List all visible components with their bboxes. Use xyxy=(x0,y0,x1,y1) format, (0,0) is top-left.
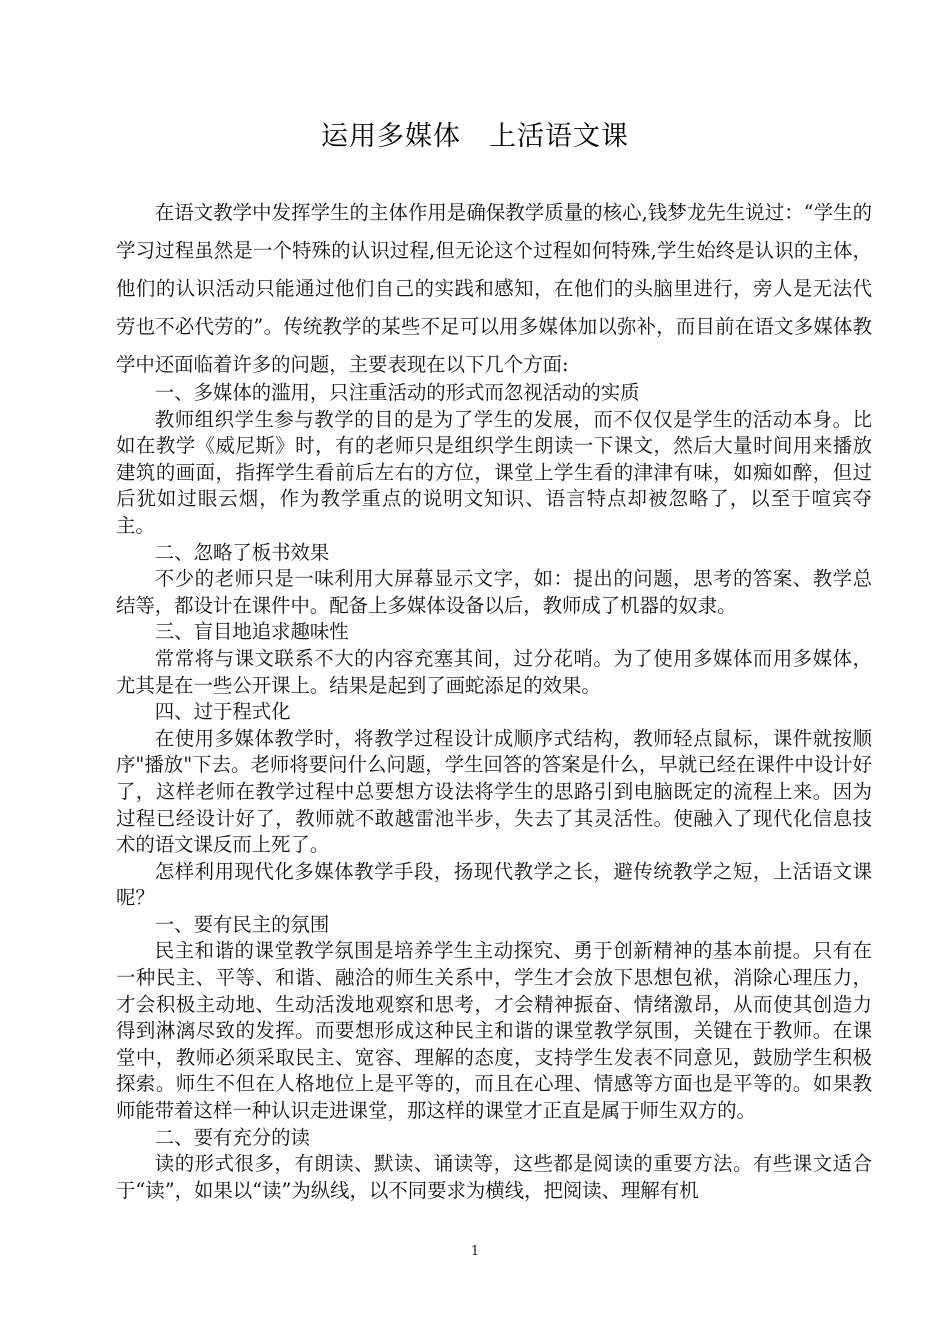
body-paragraph: 怎样利用现代化多媒体教学手段，扬现代教学之长，避传统教学之短，上活语文课呢？ xyxy=(116,859,872,910)
body-paragraph: 民主和谐的课堂教学氛围是培养学生主动探究、勇于创新精神的基本前提。只有在一种民主、平等、和谐、融洽的师生关系中，学生才会放下思想包袱，消除心理压力，才会积极主动地、生动活泼地观察和思考，才会精神振奋、情绪激昂，从而使其创造力得到淋漓尽致的发挥。而要想形成这种民主和谐的课堂教学氛围，关键在于教师。在课堂中，教师必须采取民主、宽容、理解的态度，支持学生发表不同意见，鼓励学生积极探索。师生不但在人格地位上是平等的，而且在心理、情感等方面也是平等的。如果教师能带着这样一种认识走进课堂，那这样的课堂才正直是属于师生双方的。 xyxy=(116,939,872,1123)
document-title: 运用多媒体 上活语文课 xyxy=(321,121,629,152)
body-paragraph: 读的形式很多，有朗读、默读、诵读等，这些都是阅读的重要方法。有些课文适合于“读”，如果以“读”为纵线，以不同要求为横线，把阅读、理解有机 xyxy=(116,1152,872,1202)
section-heading: 一、多媒体的滥用，只注重活动的形式而忽视活动的实质 xyxy=(154,381,640,404)
section-heading: 二、忽略了板书效果 xyxy=(154,540,330,564)
body-paragraph: 不少的老师只是一味利用大屏幕显示文字，如：提出的问题，思考的答案、教学总结等，都设计在课件中。配备上多媒体设备以后，教师成了机器的奴隶。 xyxy=(116,567,872,617)
page-number: 1 xyxy=(470,1244,480,1259)
section-heading: 四、过于程式化 xyxy=(154,700,291,724)
document-body xyxy=(116,194,872,1204)
section-heading: 二、要有充分的读 xyxy=(154,1125,310,1149)
body-paragraph: 常常将与课文联系不大的内容充塞其间，过分花哨。为了使用多媒体而用多媒体，尤其是在一些公开课上。结果是起到了画蛇添足的效果。 xyxy=(116,646,872,697)
intro-paragraph: 在语文教学中发挥学生的主体作用是确保教学质量的核心,钱梦龙先生说过：“学生的学习过程虽然是一个特殊的认识过程,但无论这个过程如何特殊,学生始终是认识的主体，他们的认识活动只能通过他们自己的实践和感知，在他们的头脑里进行，旁人是无法代劳也不必代劳的”。传统教学的某些不足可以用多媒体加以弥补，而目前在语文多媒体教学中还面临着许多的问题，主要表现在以下几个方面: xyxy=(116,201,872,376)
body-paragraph: 在使用多媒体教学时，将教学过程设计成顺序式结构，教师轻点鼠标，课件就按顺序"播放"下去。老师将要问什么问题，学生回答的答案是什么，早就已经在课件中设计好了，这样老师在教学过程中总要想方设法将学生的思路引到电脑既定的流程上来。因为过程已经设计好了，教师就不敢越雷池半步，失去了其灵活性。使融入了现代化信息技术的语文课反而上死了。 xyxy=(116,726,872,857)
section-heading: 一、要有民主的氛围 xyxy=(154,912,330,936)
section-heading: 三、盲目地追求趣味性 xyxy=(154,620,349,644)
body-paragraph: 教师组织学生参与教学的目的是为了学生的发展，而不仅仅是学生的活动本身。比如在教学《威尼斯》时，有的老师只是组织学生朗读一下课文，然后大量时间用来播放建筑的画面，指挥学生看前后左右的方位，课堂上学生看的津津有味，如痴如醉，但过后犹如过眼云烟，作为教学重点的说明文知识、语言特点却被忽略了，以至于喧宾夺主。 xyxy=(116,407,872,537)
